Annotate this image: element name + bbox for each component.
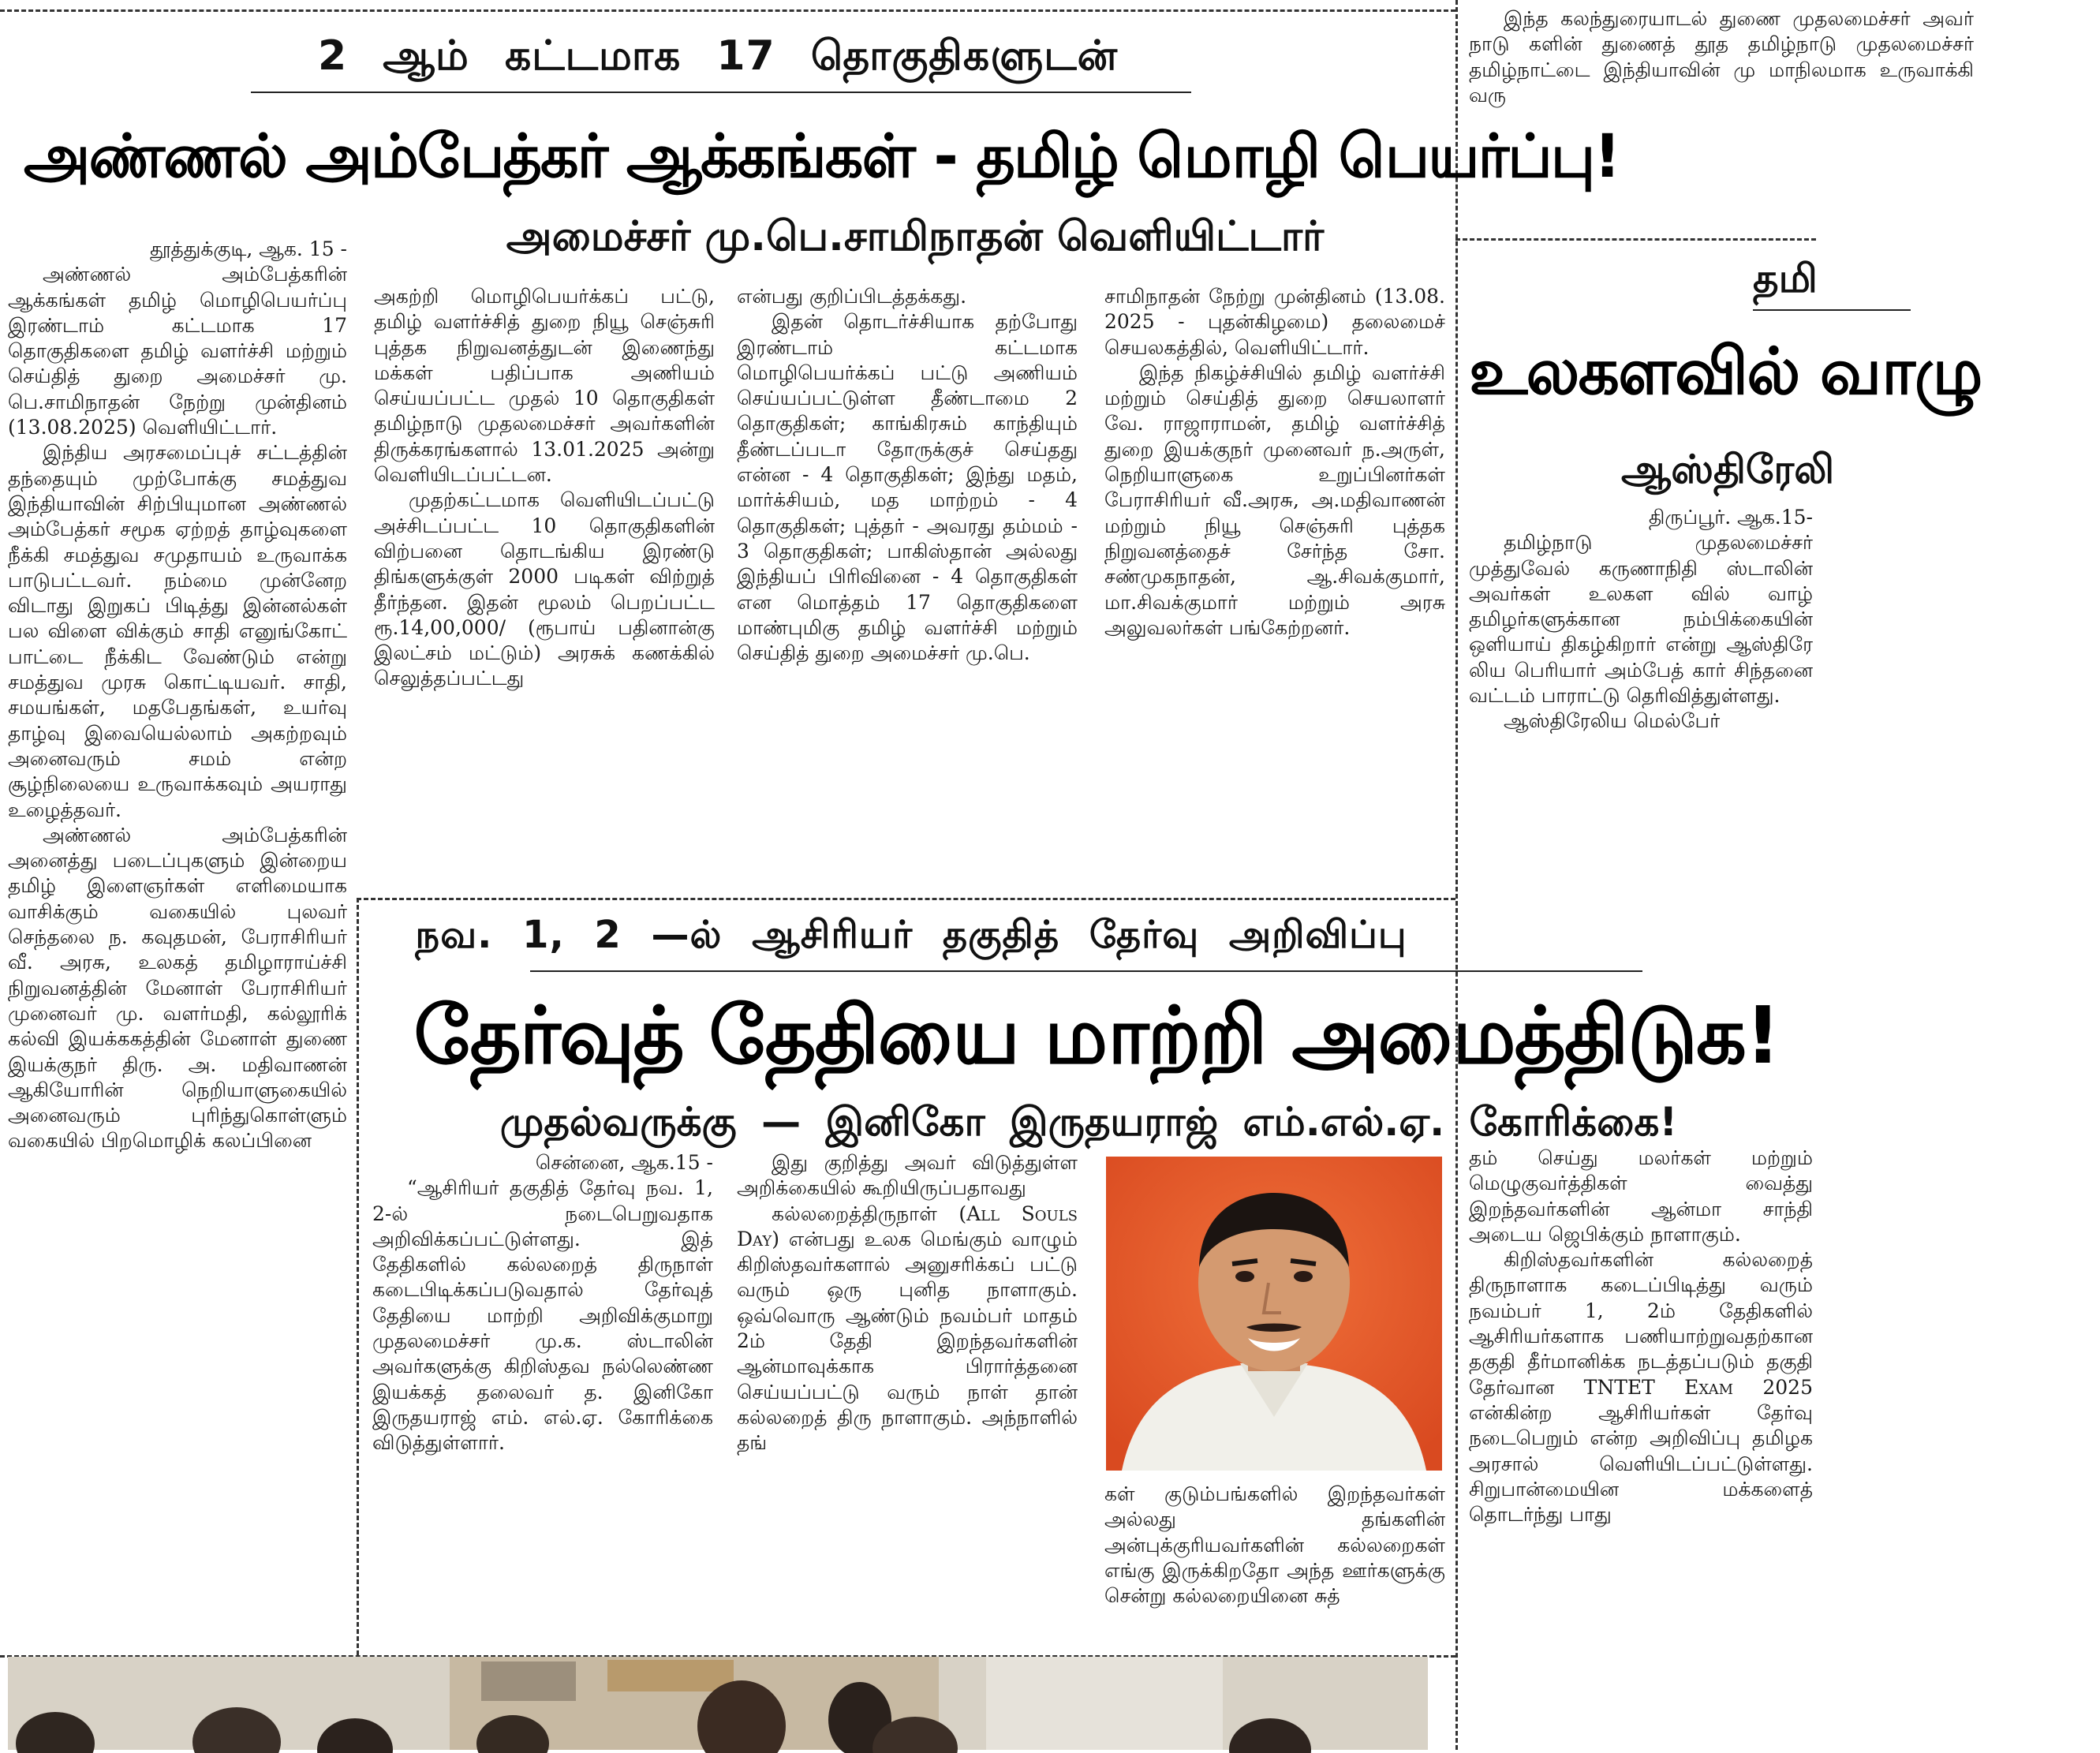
mla-portrait-illustration: [1106, 1157, 1442, 1471]
right-column-clip: [1459, 0, 1982, 1750]
story1-headline: அண்ணல் அம்பேத்கர் ஆக்கங்கள் - தமிழ் மொழி பெயர்ப்பு!: [24, 121, 1620, 191]
story2-col4-para-2-b: 2025 என்கின்ற ஆசிரியர்கள் தேர்வு நடைபெறும் என்ற அறிவிப்பு தமிழக அரசால் வெளியிடப்பட்டுள்ளது. சிறுபான்மையின மக்களைத் தொடர்ந்து பாது: [1469, 1375, 1813, 1527]
top-border: [0, 9, 1455, 12]
story1-column-2: [374, 284, 715, 692]
story1-dateline: தூத்துக்குடி, ஆக. 15 -: [150, 237, 347, 260]
story2-col4-para-2-a: கிறிஸ்தவர்களின் கல்லறைத் திருநாளாக கடைப்பிடித்து வரும் நவம்பர் 1, 2ம் தேதிகளில் ஆசிரியர்களாக பணியாற்றுவதற்கான தகுதி தீர்மானிக்க நடத்தப்படும் தகுதி தேர்வான TNTET: [1469, 1248, 1813, 1399]
story1-column-4: [1104, 284, 1445, 641]
story2-column-1: [372, 1150, 713, 1456]
story2-dateline: சென்னை, ஆக.15 -: [535, 1151, 713, 1174]
right-story-headline: உலகளவில் வாழு: [1469, 335, 1982, 409]
story1-col3-para-0: என்பது குறிப்பிடத்தக்கது.: [737, 285, 967, 308]
story1-kicker: 2 ஆம் கட்டமாக 17 தொகுதிகளுடன்: [317, 32, 1119, 80]
right-top-para-1: இந்த கலந்துரையாடல் துணை முதலமைச்சர் அவர் நாடு களின் துணைத் தூத தமிழ்நாடு முதலமைச்சர் தமிழ்நாட்டை இந்தியாவின் மு மாநிலமாக உருவாக்கி வரு: [1469, 7, 1974, 107]
right-story-para-2: ஆஸ்திரேலிய மெல்பேர்: [1504, 709, 1721, 733]
right-story-dateline: திருப்பூர். ஆக.15-: [1648, 506, 1813, 529]
story2-column-3: [1104, 1482, 1445, 1609]
story2-col2-para-2-sc: All Souls Day: [737, 1202, 1078, 1250]
event-photo-cropped: [8, 1657, 1428, 1750]
right-story-para-1: தமிழ்நாடு முதலமைச்சர் முத்துவேல் கருணாநிதி ஸ்டாலின் அவர்கள் உலகள வில் வாழ் தமிழர்களுக்கான நம்பிக்கையின் ஒளியாய் திகழ்கிறார் என்று ஆஸ்திரே லிய பெரியார் அம்பேத் கார் சிந்தனை வட்டம் பாராட்டு தெரிவித்துள்ளது.: [1469, 531, 1813, 708]
story1-column-1: [8, 237, 347, 1154]
right-story-kicker: தமி: [1753, 256, 1818, 301]
right-top-column: [1469, 6, 1974, 108]
story1-column-3: [737, 284, 1078, 666]
mla-photo: [1106, 1157, 1442, 1471]
story2-col2-para-2-a: கல்லறைத்திருநாள் (: [772, 1202, 967, 1225]
divider-right-column: [1455, 0, 1458, 1750]
right-story-column: [1469, 505, 1813, 734]
story1-col2-para-2: முதற்கட்டமாக வெளியிடப்பட்டு அச்சிடப்பட்ட 10 தொகுதிகளின் விற்பனை தொடங்கிய இரண்டு திங்களுக்குள் 2000 படிகள் விற்றுத் தீர்ந்தன. இதன் மூலம் பெறப்பட்ட ரூ.14,00,000/ (ரூபாய் பதினான்கு இலட்சம் மட்டும்) அரசுக் கணக்கில் செலுத்தப்பட்டது: [374, 488, 715, 690]
story2-col4-para-2: [1469, 1247, 1813, 1527]
divider-left-column: [357, 898, 359, 1655]
story2-kicker: நவ. 1, 2 —ல் ஆசிரியர் தகுதித் தேர்வு அறிவிப்பு: [415, 913, 1407, 957]
story1-col3-para-1: இதன் தொடர்ச்சியாக தற்போது இரண்டாம் கட்டமாக மொழிபெயர்க்கப் பட்டு அணியம் செய்யப்பட்டுள்ள தீண்டாமை 2 தொகுதிகள்; காங்கிரசும் காந்தியும் தீண்டப்படா தோருக்குச் செய்தது என்ன - 4 தொகுதிகள்; இந்து மதம், மார்க்சியம், மத மாற்றம் - 4 தொகுதிகள்; புத்தர் - அவரது தம்மம் - 3 தொகுதிகள்; பாகிஸ்தான் அல்லது இந்தியப் பிரிவினை - 4 தொகுதிகள் என மொத்தம் 17 தொகுதிகளை மாண்புமிகு தமிழ் வளர்ச்சி மற்றும் செய்தித் துறை அமைச்சர் மு.பெ.: [737, 310, 1078, 665]
story2-col2-para-2-b: ) என்பது உலக மெங்கும் வாழும் கிறிஸ்தவர்களால் அனுசரிக்கப் பட்டு வரும் ஒரு புனித நாளாகும். ஒவ்வொரு ஆண்டும் நவம்பர் மாதம் 2ம் தேதி இறந்தவர்களின் ஆன்மாவுக்காக பிரார்த்தனை செய்யப்பட்டு வரும் நாள் தான் கல்லறைத் திரு நாளாகும். அந்நாளில் தங்: [737, 1227, 1078, 1455]
divider-story2-top: [357, 898, 1455, 900]
right-story-subhead: ஆஸ்திரேலி: [1621, 447, 1835, 492]
story2-col2-para-1: இது குறித்து அவர் விடுத்துள்ள அறிக்கையில் கூறியிருப்பதாவது: [737, 1151, 1078, 1200]
story1-col2-para-1: அகற்றி மொழிபெயர்க்கப் பட்டு, தமிழ் வளர்ச்சித் துறை நியூ செஞ்சுரி புத்தக நிறுவனத்துடன் இணைந்து மக்கள் பதிப்பாக அணியம் செய்யப்பட்ட முதல் 10 தொகுதிகள் தமிழ்நாடு முதலமைச்சர் அவர்களின் திருக்கரங்களால் 13.01.2025 அன்று வெளியிடப்பட்டன.: [374, 285, 715, 487]
story2-column-4: [1469, 1146, 1813, 1527]
story2-subhead: முதல்வருக்கு — இனிகோ இருதயராஜ் எம்.எல்.ஏ. கோரிக்கை!: [499, 1099, 1678, 1145]
story1-col4-para-1: இந்த நிகழ்ச்சியில் தமிழ் வளர்ச்சி மற்றும் செய்தித் துறை செயலாளர் வே. ராஜாராமன், தமிழ் வளர்ச்சித் துறை இயக்குநர் முனைவர் ந.அருள், நெறியாளுகை உறுப்பினர்கள் பேராசிரியர் வீ.அரசு, அ.மதிவாணன் மற்றும் நியூ செஞ்சுரி புத்தக நிறுவனத்தைச் சேர்ந்த சோ. சண்முகநாதன், ஆ.சிவக்குமார், மா.சிவக்குமார் மற்றும் அரசு அலுவலர்கள் பங்கேற்றனர்.: [1104, 361, 1445, 639]
story2-column-2: [737, 1150, 1078, 1456]
story1-subhead: அமைச்சர் மு.பெ.சாமிநாதன் வெளியிட்டார்: [506, 213, 1325, 260]
story1-col1-para-1: அண்ணல் அம்பேத்கரின் ஆக்கங்கள் தமிழ் மொழிபெயர்ப்பு இரண்டாம் கட்டமாக 17 தொகுதிகளை தமிழ் வளர்ச்சி மற்றும் செய்தித் துறை அமைச்சர் மு. பெ.சாமிநாதன் நேற்று முன்தினம் (13.08.2025) வெளியிட்டார்.: [8, 263, 347, 439]
story1-kicker-rule: [251, 92, 1191, 93]
story2-col2-para-2: [737, 1202, 1078, 1456]
story1-col4-para-0: சாமிநாதன் நேற்று முன்தினம் (13.08. 2025 - புதன்கிழமை) தலைமைச் செயலகத்தில், வெளியிட்டார்.: [1104, 285, 1445, 359]
story2-headline: தேர்வுத் தேதியை மாற்றி அமைத்திடுக!: [413, 989, 1780, 1082]
story2-kicker-rule: [530, 970, 1642, 972]
story1-col1-para-3: அண்ணல் அம்பேத்கரின் அனைத்து படைப்புகளும் இன்றைய தமிழ் இளைஞர்கள் எளிமையாக வாசிக்கும் வகையில் புலவர் செந்தலை ந. கவுதமன், பேராசிரியர் வீ. அரசு, உலகத் தமிழாராய்ச்சி நிறுவனத்தின் மேனாள் பேராசிரியர் முனைவர் மு. வளர்மதி, கல்லூரிக் கல்வி இயக்ககத்தின் மேனாள் துணை இயக்குநர் திரு. அ. மதிவாணன் ஆகியோரின் நெறியாளுகையில் அனைவரும் புரிந்துகொள்ளும் வகையில் பிறமொழிக் கலப்பினை: [8, 823, 347, 1153]
story1-col1-para-2: இந்திய அரசமைப்புச் சட்டத்தின் தந்தையும் முற்போக்கு சமத்துவ இந்தியாவின் சிற்பியுமான அண்ணல் அம்பேத்கர் சமூக ஏற்றத் தாழ்வுகளை நீக்கி சமத்துவ சமுதாயம் உருவாக்க பாடுபட்டவர். நம்மை முன்னேற விடாது இறுகப் பிடித்து இன்னல்கள் பல விளை விக்கும் சாதி எனுங்கோட் பாட்டை நீக்கிட வேண்டும் என்று சமத்துவ முரசு கொட்டியவர். சாதி, சமயங்கள், மதபேதங்கள், உயர்வு தாழ்வு இவையெல்லாம் அகற்றவும் அனைவரும் சமம் என்ற சூழ்நிலையை உருவாக்கவும் அயராது உழைத்தவர்.: [8, 441, 347, 821]
story2-col4-para-1: தம் செய்து மலர்கள் மற்றும் மெழுகுவர்த்திகள் வைத்து இறந்தவர்களின் ஆன்மா சாந்தி அடைய ஜெபிக்கும் நாளாகும்.: [1469, 1146, 1813, 1246]
story2-col1-para-1: “ஆசிரியர் தகுதித் தேர்வு நவ. 1, 2-ல் நடைபெறுவதாக அறிவிக்கப்பட்டுள்ளது. இத் தேதிகளில் கல்லறைத் திருநாள் கடைபிடிக்கப்படுவதால் தேர்வுத் தேதியை மாற்றி அறிவிக்குமாறு முதலமைச்சர் மு.க. ஸ்டாலின் அவர்களுக்கு கிறிஸ்தவ நல்லெண்ண இயக்கத் தலைவர் த. இனிகோ இருதயராஜ் எம். எல்.ஏ. கோரிக்கை விடுத்துள்ளார்.: [372, 1176, 713, 1455]
right-story-kicker-rule: [1753, 309, 1911, 311]
story2-col4-para-2-sc: Exam: [1684, 1375, 1734, 1399]
story2-col3-para-1: கள் குடும்பங்களில் இறந்தவர்கள் அல்லது தங்களின் அன்புக்குரியவர்களின் கல்லறைகள் எங்கு இருக்கிறதோ அந்த ஊர்களுக்கு சென்று கல்லறையினை சுத்: [1104, 1482, 1445, 1608]
event-photo-illustration: [8, 1657, 1428, 1750]
